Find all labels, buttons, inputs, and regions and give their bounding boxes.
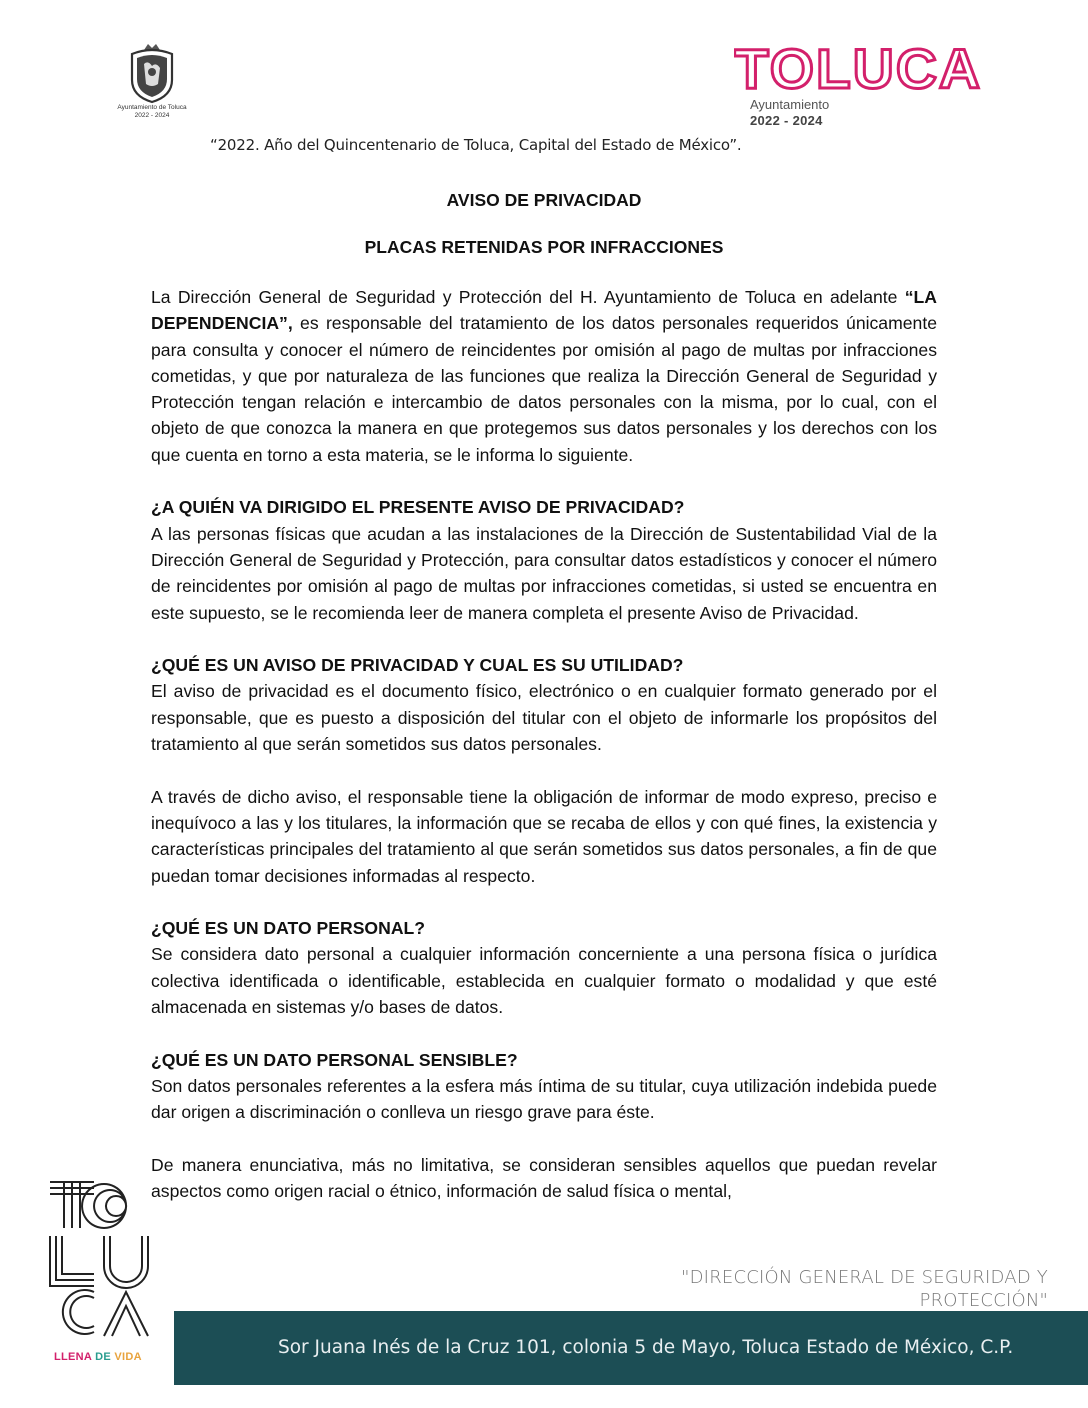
- toluca-stacked-logo-icon: [44, 1176, 162, 1346]
- toluca-side-logo: [44, 1176, 162, 1346]
- toluca-wordmark: [734, 44, 986, 94]
- tagline-part2: DE: [95, 1351, 112, 1363]
- department-name: [681, 1266, 1048, 1312]
- section-heading: ¿A QUIÉN VA DIRIGIDO EL PRESENTE AVISO DE PRIVACIDAD?: [151, 497, 685, 518]
- tagline-part3: VIDA: [114, 1351, 142, 1363]
- footer-address: Sor Juana Inés de la Cruz 101, colonia 5 de Mayo, Toluca Estado de México, C.P.: [278, 1337, 1014, 1358]
- section-heading: ¿QUÉ ES UN DATO PERSONAL SENSIBLE?: [151, 1049, 518, 1070]
- section-paragraph: De manera enunciativa, más no limitativa, se consideran sensibles aquellos que puedan revelar aspectos como origen racial o étnico, información de salud física o mental,: [151, 1154, 937, 1202]
- toluca-brand-logo: [734, 44, 994, 130]
- intro-text-start: La Dirección General de Seguridad y Protección del H. Ayuntamiento de Toluca en adelante: [151, 287, 905, 307]
- intro-text-end: es responsable del tratamiento de los datos personales requeridos únicamente para consulta y conocer el número de reincidentes por omisión al pago de multas por infracciones cometidas, y que por naturaleza de las funciones que realiza la Dirección General de Seguridad y Protección tengan relación e intercambio de datos personales con la misma, por lo cual, con el objeto de que conozca la manera en que protegemos sus datos personales y los derechos con los que cuenta en torno a esta materia, se le informa lo siguiente.: [151, 313, 937, 465]
- section-paragraph: Se considera dato personal a cualquier información concerniente a una persona física o jurídica colectiva identificada o identificable, establecida en cualquier formato o modalidad y que esté almacenada en sistemas y/o bases de datos.: [151, 944, 937, 1018]
- side-logo-text: TOLUCA: [44, 1176, 49, 1177]
- intro-paragraph: [151, 284, 937, 468]
- crest-caption: [104, 104, 200, 120]
- coat-of-arms-icon: [122, 42, 182, 104]
- brand-ayuntamiento: Ayuntamiento: [750, 97, 830, 112]
- section-paragraph: A las personas físicas que acudan a las instalaciones de la Dirección de Sustentabilidad Vial de la Dirección General de Seguridad y Protección, para consultar datos estadísticos y conocer el número de reincidentes por omisión al pago de multas por infracciones cometidas, si usted se encuentra en este supuesto, se le recomienda leer de manera completa el presente Aviso de Privacidad.: [151, 523, 937, 623]
- department-line1: "DIRECCIÓN GENERAL DE SEGURIDAD Y: [681, 1267, 1048, 1288]
- section-heading: ¿QUÉ ES UN DATO PERSONAL?: [151, 918, 426, 939]
- ayuntamiento-crest-logo: [104, 42, 200, 128]
- crest-caption-line1: Ayuntamiento de Toluca: [117, 104, 187, 111]
- crest-caption-line2: 2022 - 2024: [134, 112, 170, 119]
- department-line2: PROTECCIÓN": [919, 1290, 1048, 1311]
- section-paragraph: Son datos personales referentes a la esfera más íntima de su titular, cuya utilización indebida puede dar origen a discriminación o conlleva un riesgo grave para éste.: [151, 1075, 937, 1123]
- section-paragraph: El aviso de privacidad es el documento físico, electrónico o en cualquier formato generado por el responsable, que es puesto a disposición del titular con el objeto de informarle los propósitos del tratamiento al que serán sometidos sus datos personales.: [151, 681, 937, 755]
- document-title: AVISO DE PRIVACIDAD: [446, 190, 642, 210]
- section-heading: ¿QUÉ ES UN AVISO DE PRIVACIDAD Y CUAL ES SU UTILIDAD?: [151, 655, 684, 676]
- footer-address-bar: [174, 1311, 1088, 1385]
- llena-de-vida-tagline: [54, 1351, 142, 1363]
- intro-bold-term: “LA DEPENDENCIA”,: [151, 287, 937, 334]
- brand-name-text: TOLUCA: [734, 44, 982, 94]
- section-paragraph: A través de dicho aviso, el responsable tiene la obligación de informar de modo expreso, preciso e inequívoco a las y los titulares, la información que se recaba de ellos y con qué fines, la existencia y características principales del tratamiento al que serán sometidos sus datos personales, a fin de que puedan tomar decisiones informadas al respecto.: [151, 786, 937, 886]
- tagline-part1: LLENA: [54, 1351, 92, 1363]
- document-body: [151, 284, 937, 1231]
- motto-line: “2022. Año del Quincentenario de Toluca, Capital del Estado de México”.: [210, 136, 742, 154]
- brand-years: 2022 - 2024: [750, 113, 823, 128]
- document-subtitle: PLACAS RETENIDAS POR INFRACCIONES: [364, 237, 724, 257]
